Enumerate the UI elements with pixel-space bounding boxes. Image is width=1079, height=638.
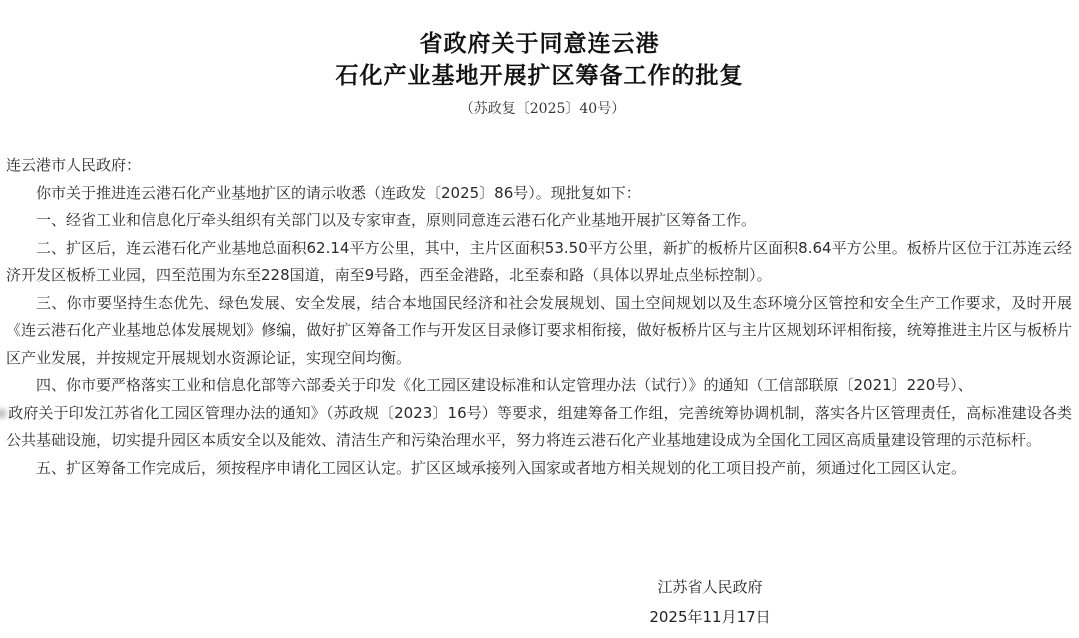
document-body — [6, 152, 1072, 482]
document-title-line-1: 省政府关于同意连云港 — [419, 30, 660, 57]
salutation: 连云港市人民政府： — [6, 156, 142, 174]
document-header — [0, 28, 1079, 120]
redacted-blur — [0, 409, 8, 418]
document-title-line-2: 石化产业基地开展扩区筹备工作的批复 — [335, 62, 744, 89]
document-number: （苏政复〔2025〕40号） — [459, 101, 626, 117]
paragraph-item-4-part-2: 政府关于印发江苏省化工园区管理办法的通知》（苏政规〔2023〕16号）等要求，组建筹备工作组，完善统筹协调机制，落实各片区管理责任，高标准建设各类公共基础设施，切实提升园区本质安全以及能效、清洁生产和污染治理水平，努力将连云港石化产业基地建设成为全国化工园区高质量建设管理的示范标杆。 — [6, 403, 1072, 449]
issue-date: 2025年11月17日 — [649, 608, 771, 626]
paragraph-item-1: 一、经省工业和信息化厅牵头组织有关部门以及专家审查，原则同意连云港石化产业基地开展扩区筹备工作。 — [36, 211, 757, 229]
paragraph-item-4-part-1: 四、你市要严格落实工业和信息化部等六部委关于印发《化工园区建设标准和认定管理办法（试行）》的通知（工信部联原〔2021〕220号）、 — [36, 376, 973, 394]
paragraph-item-4 — [6, 372, 1072, 455]
paragraph-item-5: 五、扩区筹备工作完成后，须按程序申请化工园区认定。扩区区域承接列入国家或者地方相关规划的化工项目投产前，须通过化工园区认定。 — [36, 458, 967, 477]
paragraph-item-2: 二、扩区后，连云港石化产业基地总面积62.14平方公里，其中，主片区面积53.50平方公里，新扩的板桥片区面积8.64平方公里。板桥片区位于江苏连云经济开发区板桥工业园，四至范围为东至228国道，南至9号路，西至金港路，北至泰和路（具体以界址点坐标控制）。 — [6, 238, 1072, 284]
paragraph-intro: 你市关于推进连云港石化产业基地扩区的请示收悉（连政发〔2025〕86号）。现批复如下： — [36, 183, 641, 202]
signature-block — [620, 572, 800, 632]
issuer-name: 江苏省人民政府 — [657, 578, 763, 596]
paragraph-item-3: 三、你市要坚持生态优先、绿色发展、安全发展，结合本地国民经济和社会发展规划、国土空间规划以及生态环境分区管控和安全生产工作要求，及时开展《连云港石化产业基地总体发展规划》修编，做好扩区筹备工作与开发区目录修订要求相衔接，做好板桥片区与主片区规划环评相衔接，统筹推进主片区与板桥片区产业发展，并按规定开展规划水资源论证，实现空间均衡。 — [6, 293, 1072, 367]
